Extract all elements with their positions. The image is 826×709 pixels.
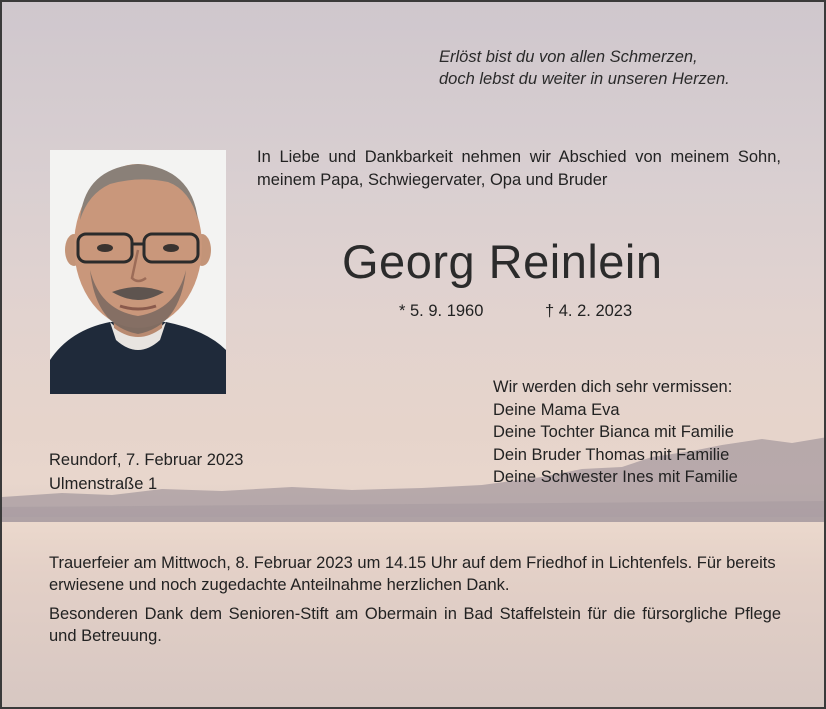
- quote-line-2: doch lebst du weiter in unseren Herzen.: [439, 70, 730, 88]
- birth-date: * 5. 9. 1960: [399, 302, 484, 320]
- death-date: † 4. 2. 2023: [545, 302, 633, 320]
- portrait-photo: [50, 150, 226, 394]
- place-and-date: [49, 448, 243, 496]
- funeral-notice: [49, 552, 781, 654]
- special-thanks: Besonderen Dank dem Senioren-Stift am Obermain in Bad Staffelstein für die fürsorgliche Pflege und Betreuung.: [49, 605, 781, 645]
- place-line-1: Reundorf, 7. Februar 2023: [49, 451, 244, 469]
- mourner-entry: Deine Tochter Bianca mit Familie: [493, 423, 734, 441]
- intro-text: In Liebe und Dankbarkeit nehmen wir Abschied von meinem Sohn, meinem Papa, Schwiegervater, Opa und Bruder: [257, 148, 781, 189]
- memorial-quote: [439, 46, 799, 90]
- deceased-name: Georg Reinlein: [342, 235, 663, 288]
- mourner-entry: Deine Mama Eva: [493, 400, 620, 419]
- quote-line-1: Erlöst bist du von allen Schmerzen,: [439, 48, 698, 66]
- funeral-details: Trauerfeier am Mittwoch, 8. Februar 2023 um 14.15 Uhr auf dem Friedhof in Lichtenfels. Für bereits erwiesene und noch zugedachte Anteilnahme herzlichen Dank.: [49, 554, 776, 594]
- mourners-list: [493, 376, 738, 489]
- mourner-entry: Deine Schwester Ines mit Familie: [493, 468, 738, 486]
- mourners-heading: Wir werden dich sehr vermissen:: [493, 378, 733, 396]
- mourner-entry: Dein Bruder Thomas mit Familie: [493, 445, 730, 464]
- place-line-2: Ulmenstraße 1: [49, 475, 158, 493]
